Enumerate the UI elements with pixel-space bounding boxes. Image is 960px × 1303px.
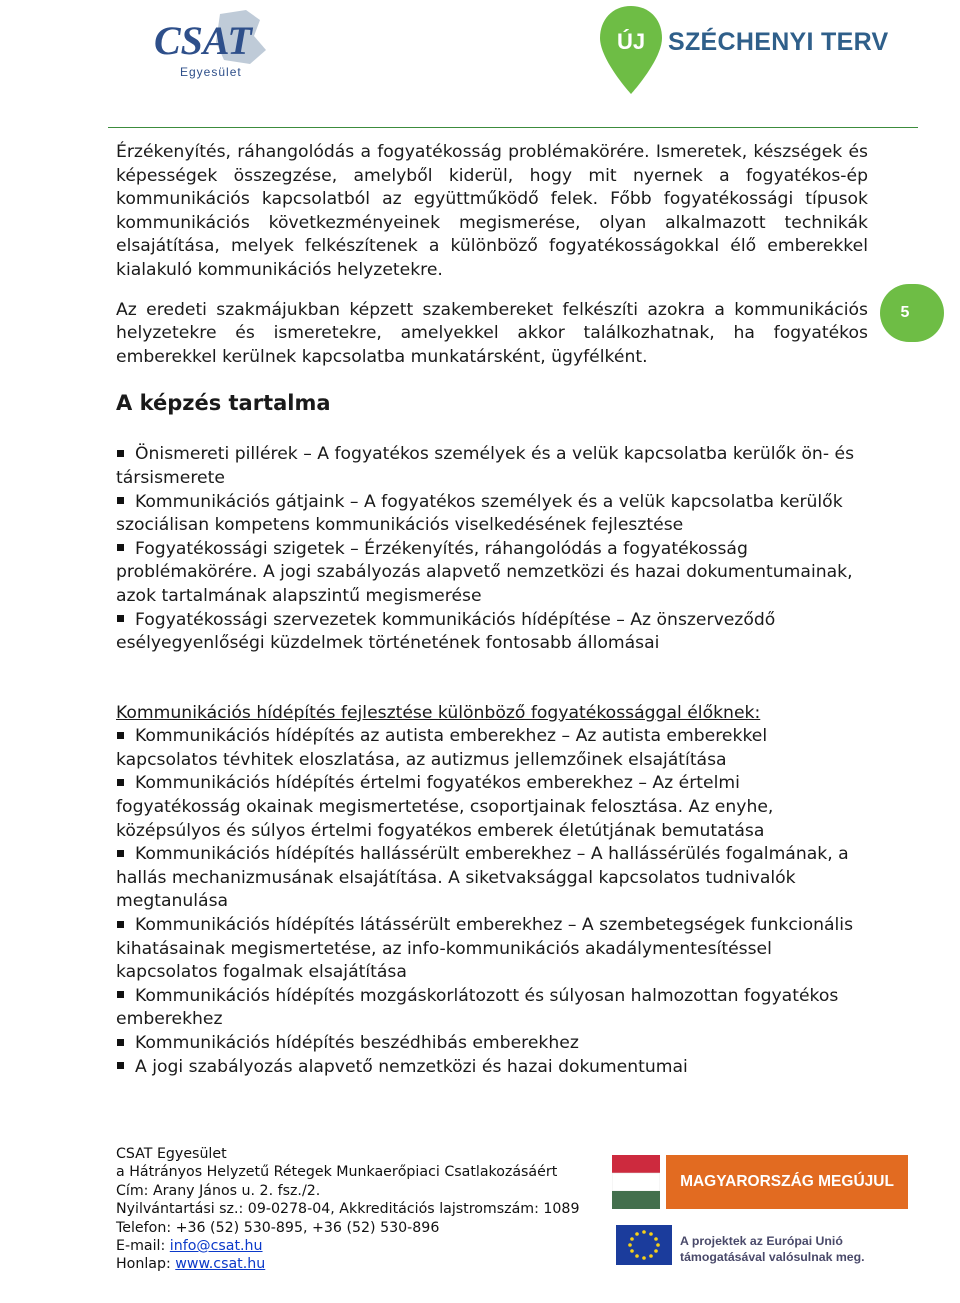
bullet-icon: [117, 779, 124, 786]
szechenyi-terv-text: SZÉCHENYI TERV: [668, 28, 889, 56]
magyarorszag-megujul-logo: [612, 1155, 912, 1271]
list-item: Kommunikációs hídépítés látássérült emberekhez – A szembetegségek funkcionális kihatásainak megismertetése, az info-kommunikációs akadálymentesítéssel kapcsolatos fogalmak elsajátítása: [116, 915, 854, 983]
list-item: A jogi szabályozás alapvető nemzetközi és hazai dokumentumai: [116, 1056, 868, 1080]
header-divider: [108, 127, 918, 128]
bullet-icon: [117, 991, 124, 998]
svg-text:CSAT: CSAT: [154, 18, 252, 63]
training-list: [116, 443, 868, 655]
bullet-icon: [117, 544, 124, 551]
eu-support-text: A projektek az Európai Unió támogatásával valósulnak meg.: [680, 1234, 865, 1264]
footer-registry: Nyilvántartási sz.: 09-0278-04, Akkreditációs lajstromszám: 1089: [116, 1201, 580, 1218]
bullet-icon: [117, 615, 124, 622]
list-item: Kommunikációs hídépítés az autista emberekhez – Az autista emberekkel kapcsolatos tévhitek eloszlatása, az autizmus jellemzőinek elsajátítása: [116, 726, 768, 770]
hungarian-flag-icon: [612, 1155, 660, 1209]
footer-address: Cím: Arany János u. 2. fsz./2.: [116, 1182, 321, 1199]
bullet-icon: [117, 1039, 124, 1046]
footer-email-row: E-mail: info@csat.hu: [116, 1238, 263, 1255]
svg-text:Egyesület: Egyesület: [180, 65, 242, 79]
magyarorszag-megujul-banner: MAGYARORSZÁG MEGÚJUL: [666, 1155, 908, 1209]
website-link[interactable]: www.csat.hu: [175, 1256, 266, 1273]
szechenyi-terv-logo: [596, 2, 896, 98]
footer-phone: Telefon: +36 (52) 530-895, +36 (52) 530-896: [116, 1219, 440, 1236]
intro-paragraph-2: Az eredeti szakmájukban képzett szakembereket felkészíti azokra a kommunikációs helyzetekre és ismeretekre, amelyekkel akkor találkozhatnak, ha fogyatékos emberekkel kerülnek kapcsolatba munkatársként, ügyfélként.: [116, 299, 868, 367]
list-item: Kommunikációs hídépítés beszédhibás emberekhez: [116, 1032, 868, 1056]
footer-web-row: Honlap: www.csat.hu: [116, 1256, 266, 1273]
csat-logo: [150, 6, 280, 82]
bridge-building-heading: Kommunikációs hídépítés fejlesztése különböző fogyatékossággal élőknek:: [116, 702, 761, 723]
list-item: Fogyatékossági szervezetek kommunikációs hídépítése – Az önszerveződő esélyegyenlőségi küzdelmek történetének fontosabb állomásai: [116, 609, 776, 654]
footer-org-name: CSAT Egyesület: [116, 1146, 227, 1162]
list-item: Kommunikációs hídépítés hallássérült emberekhez – A hallássérülés fogalmának, a hallás mechanizmusának elsajátítása. A siketvaksággal kapcsolatos tudnivalók megtanulása: [116, 844, 849, 912]
svg-text:ÚJ: ÚJ: [616, 29, 646, 54]
list-item: Kommunikációs hídépítés mozgáskorlátozott és súlyosan halmozottan fogyatékos emberekhez: [116, 985, 839, 1030]
bullet-icon: [117, 1062, 124, 1069]
eu-flag-icon: [616, 1225, 672, 1265]
page-number-badge: 5: [880, 284, 944, 342]
intro-paragraph-1: Érzékenyítés, ráhangolódás a fogyatékosság problémakörére. Ismeretek, készségek és képességek összegzése, amelyből kiderül, hogy mit nyernek a fogyatékos-ép kommunikációs kapcsolatból az együttműködő felek. Főbb fogyatékossági típusok kommunikációs következményeinek megismerése, olyan alkalmazott technikák elsajátítása, melyek felkészítenek a különböző fogyatékosságokkal élő emberekkel kialakuló kommunikációs helyzetekre.: [116, 142, 868, 280]
list-item: Kommunikációs gátjaink – A fogyatékos személyek és a velük kapcsolatba kerülők szociálisan kompetens kommunikációs viselkedésének fejlesztése: [116, 491, 843, 536]
bullet-icon: [117, 450, 124, 457]
bullet-icon: [117, 921, 124, 928]
bullet-icon: [117, 732, 124, 739]
email-link[interactable]: info@csat.hu: [169, 1238, 263, 1255]
list-item: Fogyatékossági szigetek – Érzékenyítés, ráhangolódás a fogyatékosság problémakörére. A jogi szabályozás alapvető nemzetközi és hazai dokumentumainak, azok tartalmának alapszintű megismerése: [116, 538, 853, 606]
map-pin-icon: [596, 2, 666, 98]
training-content-heading: A képzés tartalma: [116, 391, 331, 416]
bullet-icon: [117, 850, 124, 857]
list-item: Önismereti pillérek – A fogyatékos személyek és a velük kapcsolatba kerülők ön- és társismerete: [116, 444, 855, 488]
main-content: [116, 141, 868, 1079]
footer-contact: [116, 1145, 580, 1274]
footer-org-subtitle: a Hátrányos Helyzetű Rétegek Munkaerőpiaci Csatlakozásáért: [116, 1164, 558, 1181]
bullet-icon: [117, 497, 124, 504]
list-item: Kommunikációs hídépítés értelmi fogyatékos emberekhez – Az értelmi fogyatékosság okainak megismertetése, csoportjainak felosztása. Az enyhe, középsúlyos és súlyos értelmi fogyatékos emberek életútjának bemutatása: [116, 773, 774, 841]
bridge-list: [116, 725, 868, 1079]
